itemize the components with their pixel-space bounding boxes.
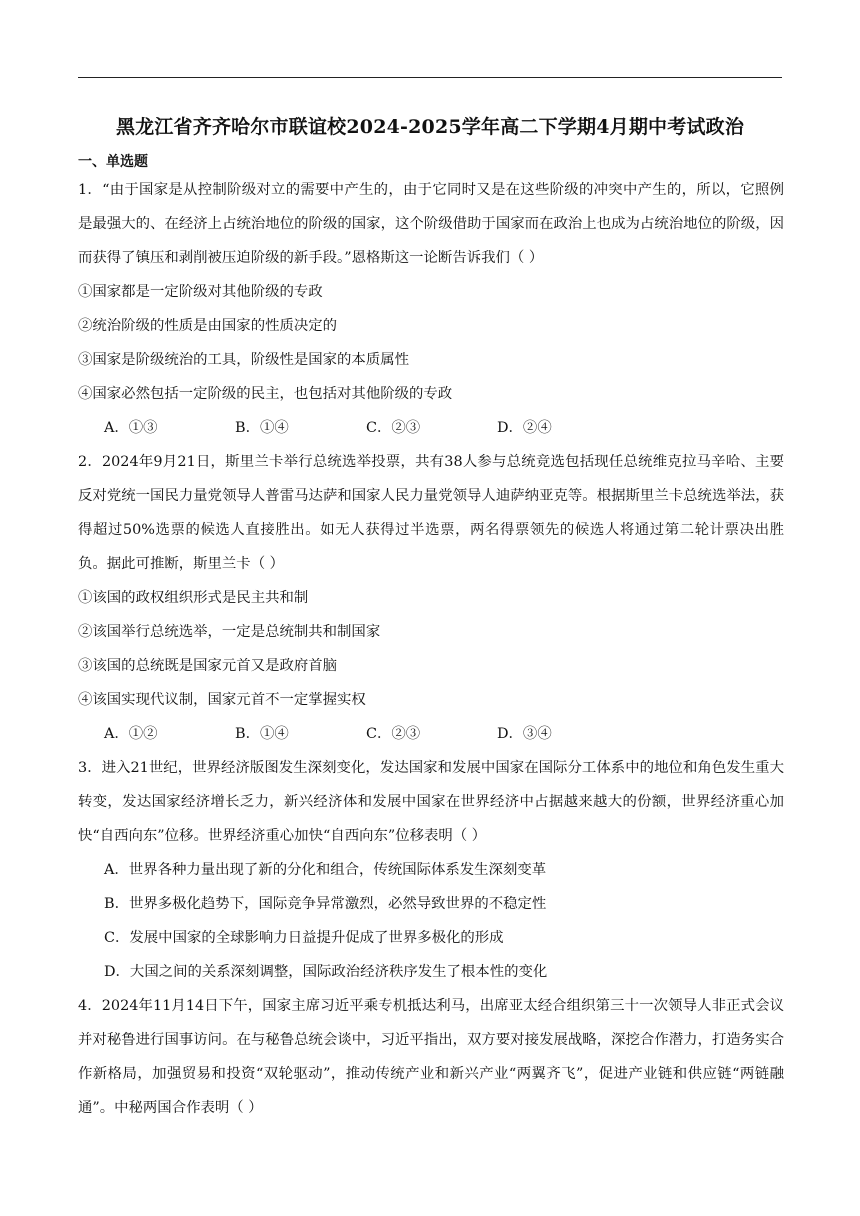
option-d: D．②④	[497, 420, 552, 436]
option-d: D．大国之间的关系深刻调整，国际政治经济秩序发生了根本性的变化	[104, 964, 548, 980]
answer-options	[78, 717, 784, 751]
statement-item: ③国家是阶级统治的工具，阶级性是国家的本质属性	[78, 352, 409, 368]
question-1	[78, 173, 784, 445]
option-c: C．②③	[366, 420, 421, 436]
option-b: B．①④	[235, 420, 289, 436]
statement-item: ③该国的总统既是国家元首又是政府首脑	[78, 658, 338, 674]
option-d: D．③④	[497, 726, 552, 742]
option-c: C．发展中国家的全球影响力日益提升促成了世界多极化的形成	[104, 930, 504, 946]
option-a: A．世界各种力量出现了新的分化和组合，传统国际体系发生深刻变革	[104, 862, 547, 878]
question-stem: 1．“由于国家是从控制阶级对立的需要中产生的，由于它同时又是在这些阶级的冲突中产生的，所以，它照例是最强大的、在经济上占统治地位的阶级的国家，这个阶级借助于国家而在政治上也成为占统治地位的阶级，因而获得了镇压和剥削被压迫阶级的新手段。”恩格斯这一论断告诉我们（ ）	[78, 182, 784, 266]
question-stem: 3．进入21世纪，世界经济版图发生深刻变化，发达国家和发展中国家在国际分工体系中的地位和角色发生重大转变，发达国家经济增长乏力，新兴经济体和发展中国家在世界经济中占据越来越大的份额，世界经济重心加快“自西向东”位移。世界经济重心加快“自西向东”位移表明（ ）	[78, 760, 784, 844]
statement-item: ②统治阶级的性质是由国家的性质决定的	[78, 318, 338, 334]
statement-item: ①国家都是一定阶级对其他阶级的专政	[78, 284, 323, 300]
document-title: 黑龙江省齐齐哈尔市联谊校2024-2025学年高二下学期4月期中考试政治	[115, 116, 745, 138]
header-rule	[78, 77, 782, 78]
question-list	[78, 173, 784, 1125]
question-stem: 2．2024年9月21日，斯里兰卡举行总统选举投票，共有38人参与总统竞选包括现任总统维克拉马辛哈、主要反对党统一国民力量党领导人普雷马达萨和国家人民力量党领导人迪萨纳亚克等。根据斯里兰卡总统选举法，获得超过50%选票的候选人直接胜出。如无人获得过半选票，两名得票领先的候选人将通过第二轮计票决出胜负。据此可推断，斯里兰卡（ ）	[78, 454, 784, 572]
option-a: A．①③	[104, 420, 158, 436]
option-c: C．②③	[366, 726, 421, 742]
option-a: A．①②	[104, 726, 158, 742]
statement-item: ④该国实现代议制，国家元首不一定掌握实权	[78, 692, 366, 708]
question-4	[78, 989, 784, 1125]
statement-item: ④国家必然包括一定阶级的民主，也包括对其他阶级的专政	[78, 386, 453, 402]
section-heading: 一、单选题	[78, 154, 148, 170]
statement-item: ①该国的政权组织形式是民主共和制	[78, 590, 309, 606]
question-3	[78, 751, 784, 989]
question-stem: 4．2024年11月14日下午，国家主席习近平乘专机抵达利马，出席亚太经合组织第三十一次领导人非正式会议并对秘鲁进行国事访问。在与秘鲁总统会谈中，习近平指出，双方要对接发展战略，深挖合作潜力，打造务实合作新格局，加强贸易和投资“双轮驱动”，推动传统产业和新兴产业“两翼齐飞”，促进产业链和供应链“两链融通”。中秘两国合作表明（ ）	[78, 998, 784, 1116]
statement-item: ②该国举行总统选举，一定是总统制共和制国家	[78, 624, 381, 640]
option-b: B．①④	[235, 726, 289, 742]
option-b: B．世界多极化趋势下，国际竞争异常激烈，必然导致世界的不稳定性	[104, 896, 547, 912]
question-2	[78, 445, 784, 751]
answer-options	[78, 411, 784, 445]
